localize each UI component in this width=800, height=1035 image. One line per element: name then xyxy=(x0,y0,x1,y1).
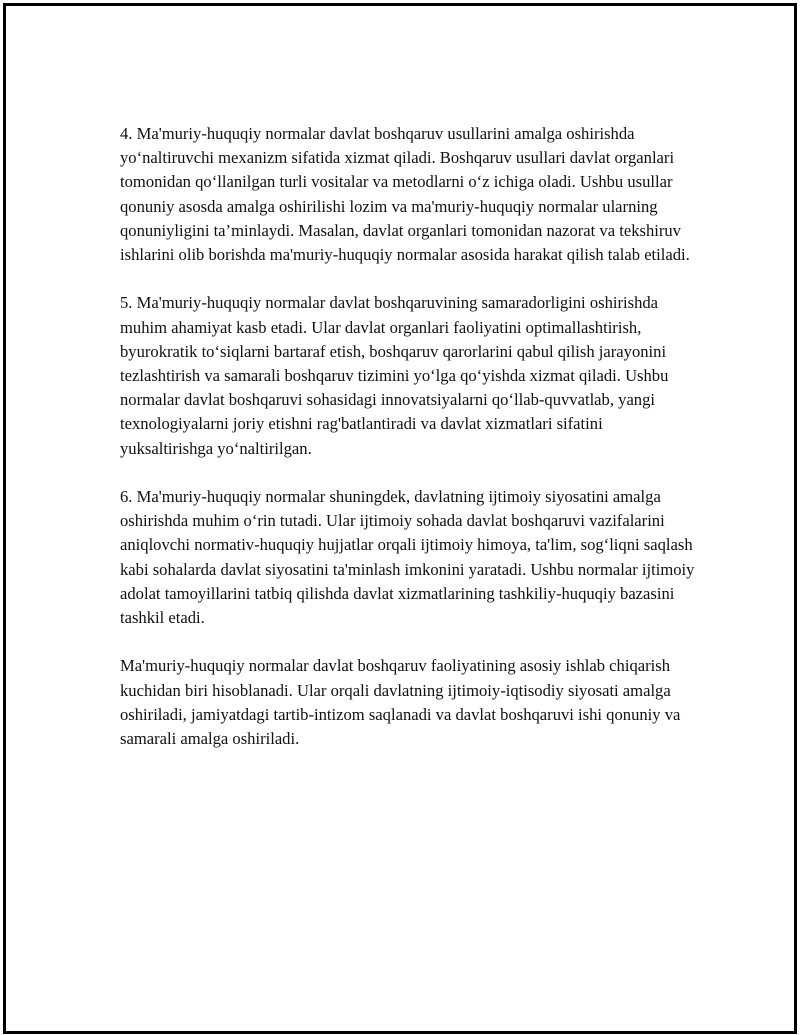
page-frame xyxy=(3,3,797,1034)
document-body xyxy=(120,122,695,775)
paragraph-4: 4. Ma'muriy-huquqiy normalar davlat boshqaruv usullarini amalga oshirishda yo‘naltiruvchi mexanizm sifatida xizmat qiladi. Boshqaruv usullari davlat organlari tomonidan qo‘llanilgan turli vositalar va metodlarni o‘z ichiga oladi. Ushbu usullar qonuniy asosda amalga oshirilishi lozim va ma'muriy-huquqiy normalar ularning qonuniyligini ta’minlaydi. Masalan, davlat organlari tomonidan nazorat va tekshiruv ishlarini olib borishda ma'muriy-huquqiy normalar asosida harakat qilish talab etiladi. xyxy=(120,124,690,265)
paragraph-5: 5. Ma'muriy-huquqiy normalar davlat boshqaruvining samaradorligini oshirishda muhim ahamiyat kasb etadi. Ular davlat organlari faoliyatini optimallashtirish, byurokratik to‘siqlarni bartaraf etish, boshqaruv qarorlarini qabul qilish jarayonini tezlashtirish va samarali boshqaruv tizimini yo‘lga qo‘yishda xizmat qiladi. Ushbu normalar davlat boshqaruvi sohasidagi innovatsiyalarni qo‘llab-quvvatlab, yangi texnologiyalarni joriy etishni rag'batlantiradi va davlat xizmatlari sifatini yuksaltirishga yo‘naltirilgan. xyxy=(120,293,669,458)
paragraph-conclusion: Ma'muriy-huquqiy normalar davlat boshqaruv faoliyatining asosiy ishlab chiqarish kuchidan biri hisoblanadi. Ular orqali davlatning ijtimoiy-iqtisodiy siyosati amalga oshiriladi, jamiyatdagi tartib-intizom saqlanadi va davlat boshqaruvi ishi qonuniy va samarali amalga oshiriladi. xyxy=(120,656,681,749)
paragraph-6: 6. Ma'muriy-huquqiy normalar shuningdek, davlatning ijtimoiy siyosatini amalga oshirishda muhim o‘rin tutadi. Ular ijtimoiy sohada davlat boshqaruvi vazifalarini aniqlovchi normativ-huquqiy hujjatlar orqali ijtimoiy himoya, ta'lim, sog‘liqni saqlash kabi sohalarda davlat siyosatini ta'minlash imkonini yaratadi. Ushbu normalar ijtimoiy adolat tamoyillarini tatbiq qilishda davlat xizmatlarining tashkiliy-huquqiy bazasini tashkil etadi. xyxy=(120,487,695,628)
